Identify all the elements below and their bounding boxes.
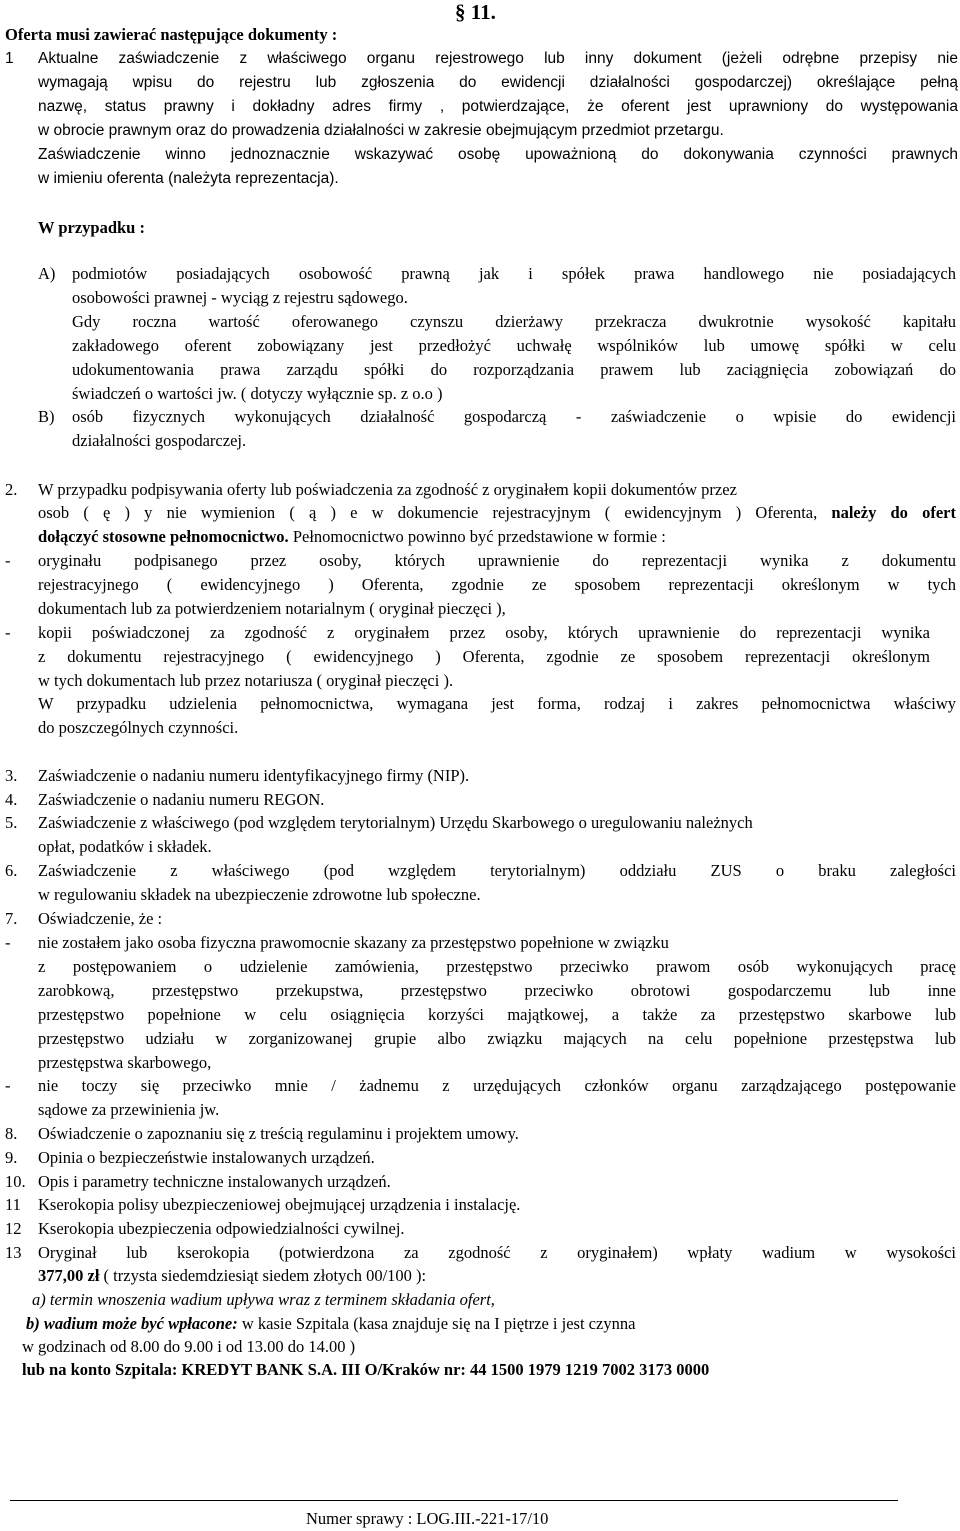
- item13-line: Oryginał lub kserokopia (potwierdzona za zgodność z oryginałem) wpłaty wadium w wysokości: [38, 1243, 956, 1262]
- item13-a: a) termin wnoszenia wadium upływa wraz z terminem składania ofert,: [32, 1290, 495, 1309]
- item7-bullet-line: przestępstwa skarbowego,: [38, 1053, 212, 1072]
- item-text: Zaświadczenie z właściwego (pod względem terytorialnym) oddziału ZUS o braku zaległości: [38, 861, 956, 880]
- item-number: 10.: [5, 1172, 26, 1191]
- item-text: Opis i parametry techniczne instalowanych urządzeń.: [38, 1172, 391, 1191]
- item1a-line: zakładowego oferent zobowiązany jest przedłożyć uchwałę wspólników lub umowę spółki w celu: [72, 336, 956, 355]
- footer-rule: [10, 1500, 898, 1501]
- bank-account: lub na konto Szpitala: KREDYT BANK S.A. III O/Kraków nr: 44 1500 1979 1219 7002 3173 0000: [22, 1360, 710, 1379]
- item-text: opłat, podatków i składek.: [38, 837, 212, 856]
- item1a-line: Gdy roczna wartość oferowanego czynszu dzierżawy przekracza dwukrotnie wysokość kapitału: [72, 312, 956, 331]
- item2-bullet-line: w tych dokumentach lub przez notariusza ( oryginał pieczęci ).: [38, 671, 454, 690]
- item2-text: Pełnomocnictwo powinno być przedstawione w formie :: [292, 527, 666, 546]
- bullet-dash: -: [5, 933, 11, 952]
- item2-bullet-line: dokumentach lub za potwierdzeniem notarialnym ( oryginał pieczęci ),: [38, 599, 506, 618]
- item-number: 11: [5, 1195, 21, 1214]
- item-text: Opinia o bezpieczeństwie instalowanych urządzeń.: [38, 1148, 375, 1167]
- item-number: 4.: [5, 790, 18, 809]
- bullet-dash: -: [5, 1076, 11, 1095]
- item-letter-b: B): [38, 407, 55, 426]
- bullet-dash: -: [5, 623, 11, 642]
- item-text: Kserokopia ubezpieczenia odpowiedzialności cywilnej.: [38, 1219, 405, 1238]
- item-number: 3.: [5, 766, 18, 785]
- item7-bullet-line: nie toczy się przeciwko mnie / żadnemu z urzędujących członków organu zarządzającego postępowanie: [38, 1076, 956, 1095]
- item-number: 12: [5, 1219, 22, 1238]
- item-number: 1: [5, 50, 14, 67]
- item-number: 13: [5, 1243, 22, 1262]
- document-title: Oferta musi zawierać następujące dokumenty :: [5, 25, 338, 44]
- item1b-line: osób fizycznych wykonujących działalność gospodarczą - zaświadczenie o wpisie do ewidencji: [72, 407, 956, 426]
- item2-bold: dołączyć stosowne pełnomocnictwo.: [38, 527, 289, 546]
- item-text: Oświadczenie o zapoznaniu się z treścią regulaminu i projektem umowy.: [38, 1124, 519, 1143]
- wadium-amount: 377,00 zł: [38, 1266, 100, 1285]
- item1-line: Aktualne zaświadczenie z właściwego organu rejestrowego lub inny dokument (jeżeli odrębne przepisy nie: [38, 50, 958, 67]
- bullet-dash: -: [5, 551, 11, 570]
- item-text: Zaświadczenie z właściwego (pod względem terytorialnym) Urzędu Skarbowego o uregulowaniu należnych: [38, 813, 753, 832]
- item2-bullet-line: oryginału podpisanego przez osoby, których uprawnienie do reprezentacji wynika z dokumentu: [38, 551, 956, 570]
- item1a-line: udokumentowania prawa zarządu spółki do rozporządzania prawem lub zaciągnięcia zobowiązań do: [72, 360, 956, 379]
- item-text: Oświadczenie, że :: [38, 909, 163, 928]
- item7-bullet-line: zarobkową, przestępstwo przekupstwa, przestępstwo przeciwko obrotowi gospodarczemu lub inne: [38, 981, 956, 1000]
- item1a-line: świadczeń o wartości jw. ( dotyczy wyłącznie sp. z o.o ): [72, 384, 443, 403]
- item7-bullet-line: przestępstwo udziału w zorganizowanej grupie albo związku mających na celu popełnione przestępstwa lub: [38, 1029, 956, 1048]
- item2-bullet-line: z dokumentu rejestracyjnego ( ewidencyjnego ) Oferenta, zgodnie ze sposobem reprezentacji określonym: [38, 647, 930, 666]
- item13-b-label: b) wadium może być wpłacone:: [26, 1314, 238, 1333]
- item-text: w regulowaniu składek na ubezpieczenie zdrowotne lub społeczne.: [38, 885, 481, 904]
- item2-line: [38, 526, 666, 548]
- item1b-line: działalności gospodarczej.: [72, 431, 247, 450]
- item1-line: nazwę, status prawny i dokładny adres firmy , potwierdzające, że oferent jest uprawniony do występowania: [38, 98, 958, 115]
- item1-line: Zaświadczenie winno jednoznacznie wskazywać osobę upoważnioną do dokonywania czynności prawnych: [38, 146, 958, 163]
- item13-hours: w godzinach od 8.00 do 9.00 i od 13.00 do 14.00 ): [22, 1337, 356, 1356]
- item2-line: W przypadku podpisywania oferty lub poświadczenia za zgodność z oryginałem kopii dokumentów przez: [38, 480, 737, 499]
- item2-note-line: do poszczególnych czynności.: [38, 718, 239, 737]
- item13-b: [26, 1313, 635, 1335]
- item7-bullet-line: nie zostałem jako osoba fizyczna prawomocnie skazany za przestępstwo popełnione w związku: [38, 933, 669, 952]
- item-text: Zaświadczenie o nadaniu numeru identyfikacyjnego firmy (NIP).: [38, 766, 470, 785]
- item1a-line: podmiotów posiadających osobowość prawną jak i spółek prawa handlowego nie posiadających: [72, 264, 956, 283]
- item1-line: w obrocie prawnym oraz do prowadzenia działalności w zakresie obejmującym przedmiot przetargu.: [38, 122, 724, 139]
- item7-bullet-line: z postępowaniem o udzielenie zamówienia, przestępstwo przeciwko prawom osób wykonujących pracę: [38, 957, 956, 976]
- item-number: 7.: [5, 909, 18, 928]
- item-letter-a: A): [38, 264, 56, 283]
- section-number: § 11.: [455, 0, 496, 24]
- item-text: Kserokopia polisy ubezpieczeniowej obejmującej urządzenia i instalację.: [38, 1195, 521, 1214]
- subsection-heading: W przypadku :: [38, 218, 145, 237]
- item1-line: w imieniu oferenta (należyta reprezentacja).: [38, 170, 339, 187]
- item-number: 2.: [5, 480, 18, 499]
- footer-case-number: Numer sprawy : LOG.III.-221-17/10: [306, 1509, 549, 1528]
- item7-bullet-line: przestępstwo popełnione w celu osiągnięcia korzyści majątkowej, a także za przestępstwo skarbowe lub: [38, 1005, 956, 1024]
- item2-bold: należy do ofert: [831, 503, 956, 522]
- item-number: 5.: [5, 813, 18, 832]
- item-number: 8.: [5, 1124, 18, 1143]
- wadium-amount-words: ( trzysta siedemdziesiąt siedem złotych 00/100 ):: [103, 1266, 427, 1285]
- item2-text: osob ( ę ) y nie wymienion ( ą ) e w dokumencie rejestracyjnym ( ewidencyjnym ) Oferenta,: [38, 503, 818, 522]
- item2-note-line: W przypadku udzielenia pełnomocnictwa, wymagana jest forma, rodzaj i zakres pełnomocnictwa właściwy: [38, 694, 956, 713]
- item-number: 9.: [5, 1148, 18, 1167]
- item1-line: wymagają wpisu do rejestru lub zgłoszenia do ewidencji działalności gospodarczej) określające pełną: [38, 74, 958, 91]
- item13-b-text: w kasie Szpitala (kasa znajduje się na I piętrze i jest czynna: [241, 1314, 636, 1333]
- item13-line: [38, 1265, 426, 1287]
- item2-bullet-line: kopii poświadczonej za zgodność z oryginałem przez osoby, których uprawnienie do reprezentacji wynika: [38, 623, 930, 642]
- item1a-line: osobowości prawnej - wyciąg z rejestru sądowego.: [72, 288, 408, 307]
- item-text: Zaświadczenie o nadaniu numeru REGON.: [38, 790, 325, 809]
- item2-line: [38, 502, 956, 524]
- item-number: 6.: [5, 861, 18, 880]
- item7-bullet-line: sądowe za przewinienia jw.: [38, 1100, 220, 1119]
- item2-bullet-line: rejestracyjnego ( ewidencyjnego ) Oferenta, zgodnie ze sposobem reprezentacji określonym w tych: [38, 575, 956, 594]
